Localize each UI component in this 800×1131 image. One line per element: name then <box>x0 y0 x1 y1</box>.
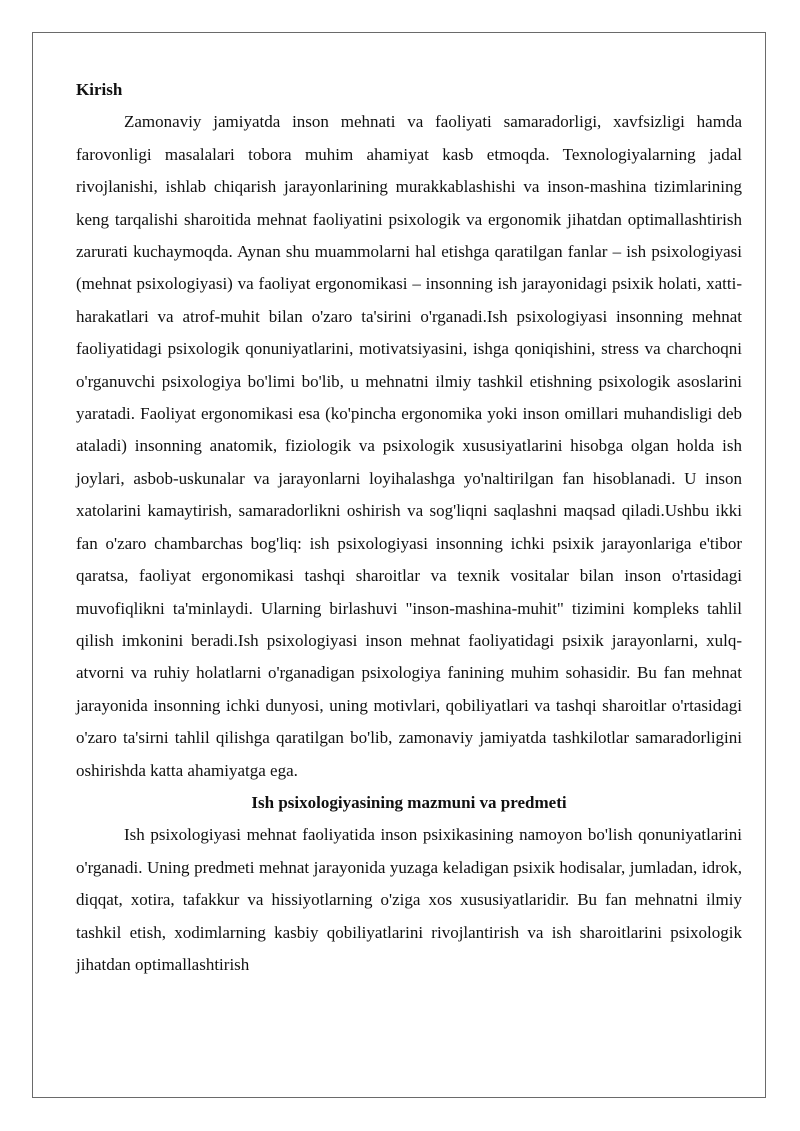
section-paragraph: Ish psixologiyasi mehnat faoliyatida inson psixikasining namoyon bo'lish qonuniyatlarini o'rganadi. Uning predmeti mehnat jarayonida yuzaga keladigan psixik hodisalar, jumladan, idrok, diqqat, xotira, tafakkur va hissiyotlarning o'ziga xos xususiyatlaridir. Bu fan mehnatni ilmiy tashkil etish, xodimlarning kasbiy qobiliyatlarini rivojlantirish va ish sharoitlarini psixologik jihatdan optimallashtirish <box>76 825 742 974</box>
section-heading: Ish psixologiyasining mazmuni va predmeti <box>251 792 567 812</box>
intro-paragraph: Zamonaviy jamiyatda inson mehnati va faoliyati samaradorligi, xavfsizligi hamda farovonligi masalalari tobora muhim ahamiyat kasb etmoqda. Texnologiyalarning jadal rivojlanishi, ishlab chiqarish jarayonlarining murakkablashishi va inson-mashina tizimlarining keng tarqalishi sharoitida mehnat faoliyatini psixologik va ergonomik jihatdan optimallashtirish zarurati kuchaymoqda. Aynan shu muammolarni hal etishga qaratilgan fanlar – ish psixologiyasi (mehnat psixologiyasi) va faoliyat ergonomikasi – insonning ish jarayonidagi psixik holati, xatti-harakatlari va atrof-muhit bilan o'zaro ta'sirini o'rganadi.Ish psixologiyasi insonning mehnat faoliyatidagi psixologik qonuniyatlarini, motivatsiyasini, ishga qoniqishini, stress va charchoqni o'rganuvchi psixologiya bo'limi bo'lib, u mehnatni ilmiy tashkil etishning psixologik asoslarini yaratadi. Faoliyat ergonomikasi esa (ko'pincha ergonomika yoki inson omillari muhandisligi deb ataladi) insonning anatomik, fiziologik va psixologik xususiyatlarini hisobga olgan holda ish joylari, asbob-uskunalar va jarayonlarni loyihalashga yo'naltirilgan fan hisoblanadi. U inson xatolarini kamaytirish, samaradorlikni oshirish va sog'liqni saqlashni maqsad qiladi.Ushbu ikki fan o'zaro chambarchas bog'liq: ish psixologiyasi insonning ichki psixik jarayonlariga e'tibor qaratsa, faoliyat ergonomikasi tashqi sharoitlar va texnik vositalar bilan inson o'rtasidagi muvofiqlikni ta'minlaydi. Ularning birlashuvi "inson-mashina-muhit" tizimini kompleks tahlil qilish imkonini beradi.Ish psixologiyasi inson mehnat faoliyatidagi psixik jarayonlarni, xulq-atvorni va ruhiy holatlarni o'rganadigan psixologiya fanining muhim sohasidir. Bu fan mehnat jarayonida insonning ichki dunyosi, uning motivlari, qobiliyatlari va tashqi sharoitlar o'rtasidagi o'zaro ta'sirni tahlil qilishga qaratilgan bo'lib, zamonaviy jamiyatda tashkilotlar samaradorligini oshirishda katta ahamiyatga ega. <box>76 112 742 780</box>
document-body <box>76 74 742 981</box>
intro-heading: Kirish <box>76 80 123 99</box>
